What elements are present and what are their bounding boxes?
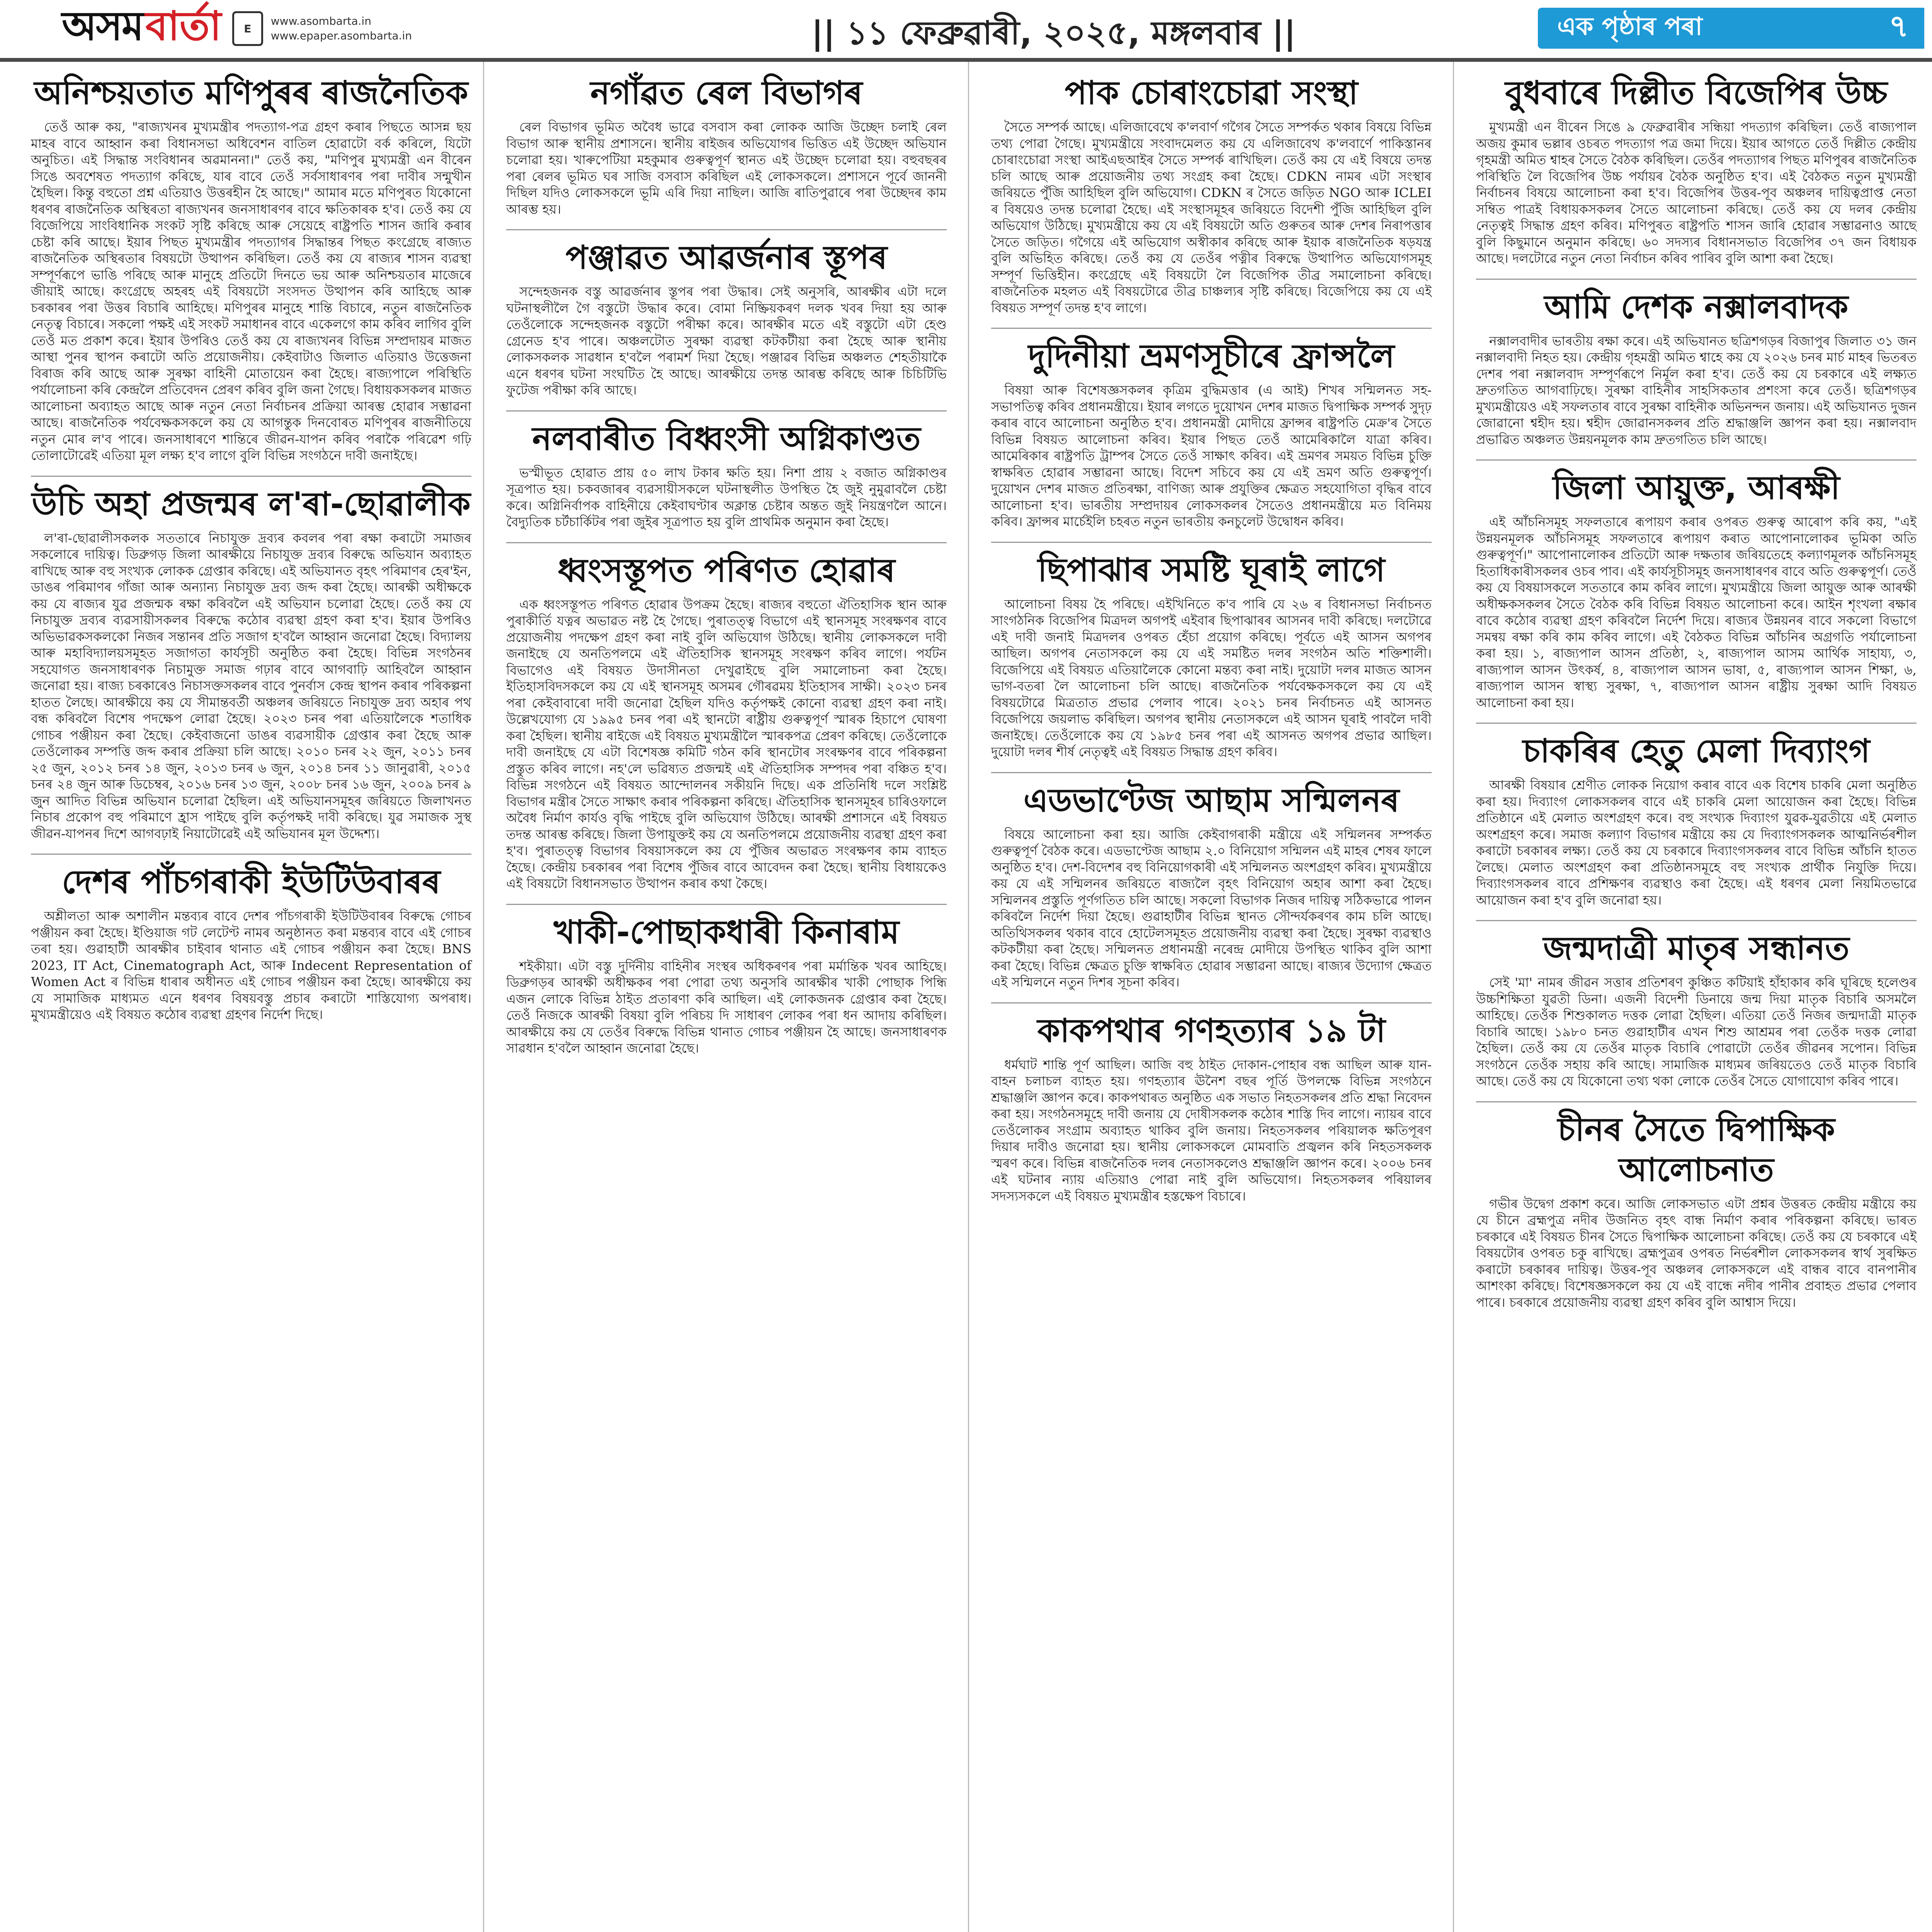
article	[31, 73, 471, 464]
article	[506, 237, 947, 399]
article-separator	[506, 229, 947, 230]
article-body: এক ধ্বংসস্তূপত পৰিণত হোৱাৰ উপক্ৰম হৈছে। ৰাজ্যৰ বহুতো ঐতিহাসিক স্থান আৰু পুৰাকীৰ্তি যত্নৰ অভাৱত নষ্ট হৈ গৈছে। পুৰাতত্ত্ব বিভাগে এই স্থানসমূহ সংৰক্ষণৰ বাবে প্ৰয়োজনীয় পদক্ষেপ গ্ৰহণ কৰা নাই বুলি অভিযোগ উঠিছে। স্থানীয় লোকসকলে দাবী জনাইছে যে অনতিপলমে এই ঐতিহাসিক স্থানসমূহ সংৰক্ষণ কৰিব লাগে। পৰ্যটন বিভাগেও এই বিষয়ত উদাসীনতা দেখুৱাইছে বুলি সমালোচনা কৰা হৈছে। ইতিহাসবিদসকলে কয় যে এই স্থানসমূহ অসমৰ গৌৰৱময় ইতিহাসৰ সাক্ষী। ২০২৩ চনৰ পৰা কেইবাবাৰো দাবী জনোৱা হৈছিল যদিও কৰ্তৃপক্ষই কোনো ব্যৱস্থা গ্ৰহণ কৰা নাই। উল্লেখযোগ্য যে ১৯৯৫ চনৰ পৰা এই স্থানটো ৰাষ্ট্ৰীয় গুৰুত্বপূৰ্ণ স্মাৰক হিচাপে ঘোষণা কৰা হৈছিল। স্থানীয় ৰাইজে এই বিষয়ত মুখ্যমন্ত্ৰীলৈ স্মাৰকপত্ৰ প্ৰেৰণ কৰিছে। তেওঁলোকে দাবী জনাইছে যে এটা বিশেষজ্ঞ কমিটি গঠন কৰি স্থানটোৰ সংৰক্ষণৰ বাবে পৰিকল্পনা প্ৰস্তুত কৰিব লাগে। নহ'লে ভৱিষ্যত প্ৰজন্মই এই ঐতিহাসিক সম্পদৰ পৰা বঞ্চিত হ'ব। বিভিন্ন সংগঠনে এই বিষয়ত আন্দোলনৰ সকীয়নি দিছে। এক প্ৰতিনিধি দলে সংশ্লিষ্ট বিভাগৰ মন্ত্ৰীৰ সৈতে সাক্ষাৎ কৰাৰ পৰিকল্পনা কৰিছে। ঐতিহাসিক স্থানসমূহৰ চাৰিওফালে অবৈধ নিৰ্মাণ কাৰ্যও বৃদ্ধি পাইছে বুলি অভিযোগ উঠিছে। আৰক্ষী প্ৰশাসনে এই বিষয়ত তদন্ত আৰম্ভ কৰিছে। জিলা উপায়ুক্তই কয় যে অনতিপলমে প্ৰয়োজনীয় ব্যৱস্থা গ্ৰহণ কৰা হ'ব। পুৰাতত্ত্ব বিভাগৰ বিষয়াসকলে কয় যে পুঁজিৰ অভাৱত সংৰক্ষণৰ কাম ব্যাহত হৈছে। কেন্দ্ৰীয় চৰকাৰৰ পৰা বিশেষ পুঁজিৰ বাবে আবেদন কৰা হৈছে। স্থানীয় বিধায়কেও এই বিষয়টো বিধানসভাত উত্থাপন কৰাৰ কথা কৈছে।	[506, 597, 947, 891]
article-separator	[506, 904, 947, 905]
article-separator	[31, 476, 471, 477]
article-headline[interactable]: দুদিনীয়া ভ্ৰমণসূচীৰে ফ্ৰান্সলৈ	[1028, 337, 1395, 375]
article-body: বিষয়ে আলোচনা কৰা হয়। আজি কেইবাগৰাকী মন্ত্ৰীয়ে এই সন্মিলনৰ সম্পৰ্কত গুৰুত্বপূৰ্ণ বৈঠক কৰে। এডভাণ্টেজ আছাম ২.০ বিনিয়োগ সন্মিলন এই মাহৰ শেষৰ ফালে অনুষ্ঠিত হ'ব। দেশ-বিদেশৰ বহু বিনিয়োগকাৰী এই সন্মিলনত অংশগ্ৰহণ কৰিব। মুখ্যমন্ত্ৰীয়ে কয় যে এই সন্মিলনৰ জৰিয়তে ৰাজ্যলৈ বৃহৎ বিনিয়োগ অহাৰ আশা কৰা হৈছে। সন্মিলনৰ প্ৰস্তুতি পূৰ্ণগতিত চলি আছে। সকলো বিভাগক নিজৰ দায়িত্ব সঠিকভাৱে পালন কৰিবলৈ নিৰ্দেশ দিয়া হৈছে। গুৱাহাটীৰ বিভিন্ন স্থানত সৌন্দৰ্যকৰণৰ কাম চলি আছে। অতিথিসকলৰ থকাৰ বাবে হোটেলসমূহত প্ৰয়োজনীয় ব্যৱস্থা কৰা হৈছে। সুৰক্ষা ব্যৱস্থাও কটকটীয়া কৰা হৈছে। সন্মিলনত প্ৰধানমন্ত্ৰী নৰেন্দ্ৰ মোদীয়ে উপস্থিত থাকিব বুলি আশা কৰা হৈছে। বিভিন্ন ক্ষেত্ৰত চুক্তি স্বাক্ষৰিত হোৱাৰ সম্ভাৱনা আছে। ৰাজ্যৰ উদ্যোগ ক্ষেত্ৰত এই সন্মিলনে নতুন দিশৰ সূচনা কৰিব।	[991, 827, 1432, 990]
article-body: সৈতে সম্পৰ্ক আছে। এলিজাবেথে ক'লবাৰ্ণ গগৈৰ সৈতে সম্পৰ্কত থকাৰ বিষয়ে বিভিন্ন তথ্য পোৱা গৈছে। মুখ্যমন্ত্ৰীয়ে সংবাদমেলত কয় যে এলিজাবেথ ক'লবাৰ্ণে পাকিস্তানৰ চোৰাংচোৱা সংস্থা আইএছআইৰ সৈতে সম্পৰ্ক ৰাখিছিল। তেওঁ কয় যে এই বিষয়ে তদন্ত চলি আছে আৰু প্ৰয়োজনীয় তথ্য সংগ্ৰহ কৰা হৈছে। CDKN নামৰ এটা সংস্থাৰ জৰিয়তে পুঁজি আহিছিল বুলি অভিযোগ। CDKN ৰ সৈতে জড়িত NGO আৰু ICLEI ৰ বিষয়েও তদন্ত চলোৱা হৈছে। এই সংস্থাসমূহৰ জৰিয়তে বিদেশী পুঁজি আহিছিল বুলি অভিযোগ উঠিছে। মুখ্যমন্ত্ৰীয়ে কয় যে এই বিষয়টো অতি গুৰুতৰ আৰু দেশৰ নিৰাপত্তাৰ সৈতে জড়িত। গগৈয়ে এই অভিযোগ অস্বীকাৰ কৰিছে আৰু ইয়াক ৰাজনৈতিক ষড়যন্ত্ৰ বুলি অভিহিত কৰিছে। তেওঁ কয় যে তেওঁৰ পত্নীৰ বিৰুদ্ধে উত্থাপিত অভিযোগসমূহ সম্পূৰ্ণ ভিত্তিহীন। কংগ্ৰেছে এই বিষয়টো লৈ বিজেপিক তীব্ৰ সমালোচনা কৰিছে। ৰাজনৈতিক মহলত এই বিষয়টোৱে তীব্ৰ চাঞ্চল্যৰ সৃষ্টি কৰিছে। বিজেপিয়ে কয় যে এই বিষয়ত সম্পূৰ্ণ তদন্ত হ'ব লাগে।	[991, 119, 1432, 315]
article-body: ৰেল বিভাগৰ ভূমিত অবৈধ ভাৱে বসবাস কৰা লোকক আজি উচ্ছেদ চলাই ৰেল বিভাগ আৰু স্থানীয় প্ৰশাসনে। স্থানীয় ৰাইজৰ অভিযোগৰ ভিত্তিত এই উচ্ছেদ অভিযান চলোৱা হয়। খাৰুপেটিয়া মহকুমাৰ গুৰুত্বপূৰ্ণ স্থানত এই উচ্ছেদ চলোৱা হয়। বহুবছৰৰ পৰা ৰেলৰ ভূমিত ঘৰ সাজি বসবাস কৰিছিল এই লোকসকলে। প্ৰশাসনে পূৰ্বে জাননী দিছিল যদিও লোকসকলে ভূমি এৰি দিয়া নাছিল। আজি ৰাতিপুৱাৰে পৰা উচ্ছেদৰ কাম আৰম্ভ হয়।	[506, 119, 947, 217]
article-separator	[991, 542, 1432, 543]
column-divider	[483, 62, 484, 1932]
article-body: সেই 'মা' নামৰ জীৱন সত্তাৰ প্ৰতিশৰণ কুঞ্চিত কটিয়াই হাঁহাকাৰ কৰি ঘূৰিছে হলেণ্ডৰ উচ্চশিক্ষিতা যুৱতী ডিনা। এজনী বিদেশী ডিনায়ে জন্ম দিয়া মাতৃক বিচাৰি অসমলৈ আহিছে। তেওঁক শিশুকালত দত্তক লোৱা হৈছিল। এতিয়া তেওঁ নিজৰ জন্মদাত্ৰী মাতৃক বিচাৰি আছে। ১৯৮০ চনত গুৱাহাটীৰ এখন শিশু আশ্ৰমৰ পৰা তেওঁক দত্তক লোৱা হৈছিল। তেওঁ কয় যে তেওঁৰ মাতৃক বিচাৰি পোৱাটো তেওঁৰ জীৱনৰ সপোন। বিভিন্ন সংগঠনে তেওঁক সহায় কৰি আছে। সামাজিক মাধ্যমৰ জৰিয়তেও তেওঁ মাতৃক বিচাৰি আছে। তেওঁ কয় যে যিকোনো তথ্য থকা লোকে তেওঁৰ সৈতে যোগাযোগ কৰিব পাৰে।	[1476, 975, 1917, 1088]
epaper-icon: E	[232, 11, 263, 46]
article-headline[interactable]: নলবাৰীত বিধ্বংসী অগ্নিকাণ্ডত	[532, 419, 921, 457]
article-headline[interactable]: দেশৰ পাঁচগৰাকী ইউটিউবাৰৰ	[62, 863, 440, 901]
article	[991, 336, 1432, 530]
article-headline[interactable]: চীনৰ সৈতে দ্বিপাক্ষিক আলোচনাত	[1558, 1110, 1835, 1189]
article-headline[interactable]: উচি অহা প্ৰজন্মৰ ল'ৰা-ছোৱালীক	[32, 485, 471, 523]
article-headline[interactable]: চাকৰিৰ হেতু মেলা দিব্যাংগ	[1522, 732, 1870, 770]
article	[506, 550, 947, 892]
article	[31, 484, 471, 842]
article-body: ল'ৰা-ছোৱালীসকলক সততাৰে নিচাযুক্ত দ্ৰব্যৰ কবলৰ পৰা ৰক্ষা কৰাটো সমাজৰ সকলোৰে দায়িত্ব। ডিব্ৰুগড় জিলা আৰক্ষীয়ে নিচাযুক্ত দ্ৰব্যৰ বিৰুদ্ধে অভিযান অব্যাহত ৰাখিছে আৰু বহু সংখ্যক লোকক গ্ৰেপ্তাৰ কৰিছে। এই অভিযানত বৃহৎ পৰিমাণৰ হেৰ'ইন, ডাঙৰ পৰিমাণৰ গাঁজা আৰু অন্যান্য নিচাযুক্ত দ্ৰব্য জব্দ কৰা হৈছে। আৰক্ষী অধীক্ষকে কয় যে ৰাজ্যৰ যুৱ প্ৰজন্মক ৰক্ষা কৰিবলৈ এই অভিযান চলোৱা হৈছে। তেওঁ কয় যে নিচাযুক্ত দ্ৰব্যৰ ব্যৱসায়ীসকলৰ বিৰুদ্ধে কঠোৰ ব্যৱস্থা গ্ৰহণ কৰা হ'ব। ইয়াৰ উপৰিও অভিভাৱকসকলকো নিজৰ সন্তানৰ প্ৰতি সজাগ হ'বলৈ আহ্বান জনোৱা হৈছে। বিদ্যালয় আৰু মহাবিদ্যালয়সমূহত সজাগতা কাৰ্যসূচী অনুষ্ঠিত কৰা হৈছে। বিভিন্ন সংগঠনৰ সহযোগত জনসাধাৰণক নিচামুক্ত সমাজ গঢ়াৰ বাবে আগবাঢ়ি আহিবলৈ আহ্বান জনোৱা হয়। ৰাজ্য চৰকাৰেও নিচাসক্তসকলৰ বাবে পুনৰ্বাস কেন্দ্ৰ স্থাপন কৰাৰ পৰিকল্পনা হাতত লৈছে। আৰক্ষীয়ে কয় যে সীমান্তবৰ্তী অঞ্চলৰ জৰিয়তে নিচাযুক্ত দ্ৰব্য অহাৰ পথ বন্ধ কৰিবলৈ বিশেষ পদক্ষেপ লোৱা হৈছে। ২০২৩ চনৰ পৰা এতিয়ালৈকে শতাধিক গোচৰ পঞ্জীয়ন কৰা হৈছে। কেইবাজনো ডাঙৰ ব্যৱসায়ীক গ্ৰেপ্তাৰ কৰা হৈছে আৰু তেওঁলোকৰ সম্পত্তি জব্দ কৰাৰ প্ৰক্ৰিয়া চলি আছে। ২০১০ চনৰ ২২ জুন, ২০১১ চনৰ ২৫ জুন, ২০১২ চনৰ ১৪ জুন, ২০১৩ চনৰ ৬ জুন, ২০১৪ চনৰ ১১ জানুৱাৰী, ২০১৫ চনৰ ২৪ জুন আৰু ডিচেম্বৰ, ২০১৬ চনৰ ১৩ জুন, ২০০৮ চনৰ ১৬ জুন, ২০০৯ চনৰ ৯ জুন আদিত বিভিন্ন অভিযান চলোৱা হৈছিল। এই অভিযানসমূহৰ জৰিয়তে জিলাখনত নিচাৰ প্ৰকোপ বহু পৰিমাণে হ্ৰাস পাইছে বুলি কৰ্তৃপক্ষই দাবী কৰিছে। যুৱ সমাজক সুস্থ জীৱন-যাপনৰ দিশে আগবঢ়াই নিয়াটোৱেই এই অভিযানৰ মূল উদ্দেশ্য।	[31, 530, 471, 841]
article-body: অশ্লীলতা আৰু অশালীন মন্তব্যৰ বাবে দেশৰ পাঁচগৰাকী ইউটিউবাৰৰ বিৰুদ্ধে গোচৰ পঞ্জীয়ন কৰা হৈছে। ইণ্ডিয়াজ গট লেটেণ্ট নামৰ অনুষ্ঠানত কৰা মন্তব্যৰ বাবে এই গোচৰ তৰা হয়। গুৱাহাটী আৰক্ষীৰ চাইবাৰ থানাত এই গোচৰ পঞ্জীয়ন কৰা হৈছে। BNS 2023, IT Act, Cinematograph Act, আৰু Indecent Representation of Women Act ৰ বিভিন্ন ধাৰাৰ অধীনত এই গোচৰ পঞ্জীয়ন কৰা হৈছে। আৰক্ষীয়ে কয় যে সামাজিক মাধ্যমত এনে ধৰণৰ বিষয়বস্তু প্ৰচাৰ কৰাটো শাস্তিযোগ্য অপৰাধ। মুখ্যমন্ত্ৰীয়েও এই বিষয়ত কঠোৰ ব্যৱস্থা গ্ৰহণৰ নিৰ্দেশ দিছে।	[31, 908, 471, 1022]
article	[506, 73, 947, 218]
article-separator	[1476, 279, 1917, 280]
page-tag-label: এক পৃষ্ঠাৰ পৰা	[1557, 12, 1702, 41]
article	[991, 550, 1432, 760]
website-links	[271, 14, 412, 43]
article-headline[interactable]: নগাঁৱত ৰেল বিভাগৰ	[590, 74, 863, 112]
page-tag	[1538, 8, 1924, 49]
article-headline[interactable]: পাক চোৰাংচোৱা সংস্থা	[1065, 74, 1358, 112]
article-separator	[31, 854, 471, 855]
article	[31, 862, 471, 1023]
article	[991, 73, 1432, 316]
article-headline[interactable]: কাকপথাৰ গণহত্যাৰ ১৯ টা	[1037, 1011, 1386, 1049]
website-link[interactable]: www.asombarta.in	[270, 15, 371, 27]
article	[1476, 73, 1917, 267]
column-4	[1476, 66, 1917, 1322]
logo-text: অসম	[62, 2, 143, 49]
article	[506, 912, 947, 1057]
article	[991, 1010, 1432, 1205]
article-headline[interactable]: ধ্বংসস্তূপত পৰিণত হোৱাৰ	[558, 551, 895, 589]
article	[1476, 468, 1917, 711]
article-body: সন্দেহজনক বস্তু আৱৰ্জনাৰ স্তূপৰ পৰা উদ্ধাৰ। সেই অনুসৰি, আৰক্ষীৰ এটা দলে ঘটনাস্থলীলৈ গৈ বস্তুটো উদ্ধাৰ কৰে। বোমা নিষ্ক্ৰিয়কৰণ দলক খবৰ দিয়া হয় আৰু তেওঁলোকে সন্দেহজনক বস্তুটো পৰীক্ষা কৰে। আৰক্ষীৰ মতে এই বস্তুটো এটা হেণ্ড গ্ৰেনেড হ'ব পাৰে। অঞ্চলটোত সুৰক্ষা ব্যৱস্থা কটকটীয়া কৰা হৈছে আৰু স্থানীয় লোকসকলক সাৱধান হ'বলৈ পৰামৰ্শ দিয়া হৈছে। পঞ্জাৱৰ বিভিন্ন অঞ্চলত শেহতীয়াকৈ এনে ধৰণৰ ঘটনা সংঘটিত হৈ আছে। আৰক্ষীয়ে তদন্ত আৰম্ভ কৰিছে আৰু চিচিটিভি ফুটেজ পৰীক্ষা কৰি আছে।	[506, 284, 947, 398]
article-body: ধৰ্মঘাট শান্তি পূৰ্ণ আছিল। আজি বহু ঠাইত দোকান-পোহাৰ বন্ধ আছিল আৰু যান-বাহন চলাচল ব্যাহত হয়। গণহত্যাৰ ঊনৈশ বছৰ পূৰ্তি উপলক্ষে বিভিন্ন সংগঠনে শ্ৰদ্ধাঞ্জলি জ্ঞাপন কৰে। কাকপথাৰত অনুষ্ঠিত এক সভাত নিহতসকলৰ প্ৰতি শ্ৰদ্ধা নিবেদন কৰা হয়। সংগঠনসমূহে দাবী জনায় যে দোষীসকলক কঠোৰ শাস্তি দিব লাগে। ন্যায়ৰ বাবে তেওঁলোকৰ সংগ্ৰাম অব্যাহত থাকিব বুলি জনায়। নিহতসকলৰ পৰিয়ালক ক্ষতিপূৰণ দিয়াৰ দাবীও জনোৱা হয়। স্থানীয় লোকসকলে মোমবাতি প্ৰজ্বলন কৰি নিহতসকলক স্মৰণ কৰে। বিভিন্ন ৰাজনৈতিক দলৰ নেতাসকলেও শ্ৰদ্ধাঞ্জলি জ্ঞাপন কৰে। ২০০৬ চনৰ এই ঘটনাৰ ন্যায় এতিয়াও পোৱা নাই বুলি অভিযোগ। নিহতসকলৰ পৰিয়ালৰ সদস্যসকলে এই বিষয়ত মুখ্যমন্ত্ৰীৰ হস্তক্ষেপ বিচাৰে।	[991, 1057, 1432, 1204]
article	[1476, 1109, 1917, 1311]
article-body: বিষয়া আৰু বিশেষজ্ঞসকলৰ কৃত্ৰিম বুদ্ধিমত্তাৰ (এ আই) শিখৰ সন্মিলনত সহ-সভাপতিত্ব কৰিব প্ৰধানমন্ত্ৰীয়ে। ইয়াৰ লগতে দুয়োখন দেশৰ মাজত দ্বিপাক্ষিক সম্পৰ্ক সুদৃঢ় কৰাৰ বাবে আলোচনা অনুষ্ঠিত হ'ব। প্ৰধানমন্ত্ৰী মোদীয়ে ফ্ৰান্সৰ ৰাষ্ট্ৰপতি মেক্ৰ'ৰ সৈতে বিভিন্ন বিষয়ত আলোচনা কৰিব। ইয়াৰ পিছত তেওঁ আমেৰিকালৈ যাত্ৰা কৰিব। আমেৰিকাৰ ৰাষ্ট্ৰপতি ট্ৰাম্পৰ সৈতে তেওঁ সাক্ষাৎ কৰিব। এই ভ্ৰমণৰ সময়ত বিভিন্ন চুক্তি স্বাক্ষৰিত হোৱাৰ সম্ভাৱনা আছে। বিদেশ সচিবে কয় যে এই ভ্ৰমণ অতি গুৰুত্বপূৰ্ণ। দুয়োখন দেশৰ মাজত প্ৰতিৰক্ষা, বাণিজ্য আৰু প্ৰযুক্তিৰ ক্ষেত্ৰত সহযোগিতা বৃদ্ধিৰ বাবে আলোচনা হ'ব। ভাৰতীয় সম্প্ৰদায়ৰ লোকসকলৰ সৈতেও প্ৰধানমন্ত্ৰীয়ে মত বিনিময় কৰিব। ফ্ৰান্সৰ মাৰ্চেইলি চহৰত নতুন ভাৰতীয় কনচুলেট উদ্বোধন কৰিব।	[991, 383, 1432, 529]
epaper-link[interactable]: www.epaper.asombarta.in	[270, 29, 412, 42]
article-headline[interactable]: এডভাণ্টেজ আছাম সন্মিলনৰ	[1023, 781, 1400, 819]
column-1	[31, 66, 471, 1035]
article-separator	[991, 772, 1432, 773]
article-headline[interactable]: বুধবাৰে দিল্লীত বিজেপিৰ উচ্চ	[1505, 74, 1888, 112]
column-2	[506, 66, 947, 1068]
newspaper-logo[interactable]	[62, 2, 412, 52]
article-body: গভীৰ উদ্বেগ প্ৰকাশ কৰে। আজি লোকসভাত এটা প্ৰশ্নৰ উত্তৰত কেন্দ্ৰীয় মন্ত্ৰীয়ে কয় যে চীনে ব্ৰহ্মপুত্ৰ নদীৰ উজনিত বৃহৎ বান্ধ নিৰ্মাণ কৰাৰ পৰিকল্পনা কৰিছে। ভাৰত চৰকাৰে এই বিষয়ত চীনৰ সৈতে দ্বিপাক্ষিক আলোচনা কৰিছে। তেওঁ কয় যে চৰকাৰে এই বিষয়টোৰ ওপৰত চকু ৰাখিছে। ব্ৰহ্মপুত্ৰৰ ওপৰত নিৰ্ভৰশীল লোকসকলৰ স্বাৰ্থ সুৰক্ষিত কৰাটো চৰকাৰৰ দায়িত্ব। উত্তৰ-পূব অঞ্চলৰ লোকসকলে এই বান্ধৰ বাবে বানপানীৰ আশংকা কৰিছে। বিশেষজ্ঞসকলে কয় যে এই বান্ধে নদীৰ পানীৰ প্ৰবাহত প্ৰভাৱ পেলাব পাৰে। চৰকাৰে প্ৰয়োজনীয় ব্যৱস্থা গ্ৰহণ কৰিব বুলি আশ্বাস দিয়ে।	[1476, 1196, 1917, 1310]
page-number: ৭	[1888, 8, 1909, 44]
article-separator	[1476, 723, 1917, 724]
article-separator	[1476, 1101, 1917, 1102]
article-separator	[1476, 459, 1917, 461]
article-separator	[1476, 920, 1917, 921]
article-headline[interactable]: খাকী-পোছাকধাৰী কিনাৰাম	[553, 913, 900, 951]
article-separator	[991, 1002, 1432, 1003]
column-divider	[1453, 62, 1454, 1932]
article	[1476, 731, 1917, 908]
article-body: শইকীয়া। এটা বস্তু দুৰ্দিনীয় বাহিনীৰ সংস্থৰ অধিকৰণৰ পৰা মৰ্মান্তিক খবৰ আহিছে। ডিব্ৰুগড়ৰ আৰক্ষী অধীক্ষকৰ পৰা পোৱা তথ্য অনুসৰি আৰক্ষীৰ খাকী পোছাক পিন্ধি এজন লোকে বিভিন্ন ঠাইত প্ৰতাৰণা কৰি আছিল। এই লোকজনক গ্ৰেপ্তাৰ কৰা হৈছে। তেওঁ নিজকে আৰক্ষী বিষয়া বুলি পৰিচয় দি সাধাৰণ লোকৰ পৰা ধন আদায় কৰিছিল। আৰক্ষীয়ে কয় যে তেওঁৰ বিৰুদ্ধে বিভিন্ন থানাত গোচৰ পঞ্জীয়ন হৈ আছে। জনসাধাৰণক সাৱধান হ'বলৈ আহ্বান জনোৱা হৈছে।	[506, 958, 947, 1056]
article-headline[interactable]: জন্মদাত্ৰী মাতৃৰ সন্ধানত	[1543, 929, 1850, 967]
article-separator	[506, 542, 947, 543]
column-3	[991, 66, 1432, 1216]
article-headline[interactable]: ছিপাঝাৰ সমষ্টি ঘূৰাই লাগে	[1037, 551, 1385, 589]
logo-accent-text: বাৰ্তা	[145, 2, 221, 49]
article-headline[interactable]: অনিশ্চয়তাত মণিপুৰৰ ৰাজনৈতিক	[34, 74, 468, 112]
article-body: নক্সালবাদীৰ ভাৰতীয় ৰক্ষা কৰে। এই অভিযানত ছত্ৰিশগড়ৰ বিজাপুৰ জিলাত ৩১ জন নক্সালবাদী নিহত হয়। কেন্দ্ৰীয় গৃহমন্ত্ৰী অমিত শ্বাহে কয় যে ২০২৬ চনৰ মাৰ্চ মাহৰ ভিতৰত দেশৰ পৰা নক্সালবাদ সম্পূৰ্ণৰূপে নিৰ্মূল কৰা হ'ব। তেওঁ কয় যে চৰকাৰে এই লক্ষ্যত দ্ৰুতগতিত আগবাঢ়িছে। সুৰক্ষা বাহিনীৰ সাহসিকতাৰ প্ৰশংসা কৰে তেওঁ। ছত্ৰিশগড়ৰ মুখ্যমন্ত্ৰীয়েও এই সফলতাৰ বাবে সুৰক্ষা বাহিনীক অভিনন্দন জনায়। এই অভিযানত দুজন জোৱানো শ্বহীদ হয়। শ্বহীদ জোৱানসকলৰ প্ৰতি শ্ৰদ্ধাঞ্জলি জ্ঞাপন কৰা হয়। নক্সালবাদ প্ৰভাৱিত অঞ্চলত উন্নয়নমূলক কাম দ্ৰুতগতিত চলি আছে।	[1476, 333, 1917, 447]
article-body: আৰক্ষী বিষয়াৰ শ্ৰেণীত লোকক নিয়োগ কৰাৰ বাবে এক বিশেষ চাকৰি মেলা অনুষ্ঠিত কৰা হয়। দিব্যাংগ লোকসকলৰ বাবে এই চাকৰি মেলা আয়োজন কৰা হৈছে। বিভিন্ন প্ৰতিষ্ঠানে এই মেলাত অংশগ্ৰহণ কৰে। বহু সংখ্যক দিব্যাংগ যুৱক-যুৱতীয়ে এই মেলাত অংশগ্ৰহণ কৰে। সমাজ কল্যাণ বিভাগৰ মন্ত্ৰীয়ে কয় যে দিব্যাংগসকলক আত্মনিৰ্ভৰশীল কৰাটো চৰকাৰৰ লক্ষ্য। তেওঁ কয় যে চৰকাৰে দিব্যাংগসকলৰ বাবে বিভিন্ন আঁচনি হাতত লৈছে। মেলাত অংশগ্ৰহণ কৰা প্ৰতিষ্ঠানসমূহে বহু সংখ্যক প্ৰাৰ্থীক নিযুক্তি দিয়ে। দিব্যাংগসকলৰ বাবে প্ৰশিক্ষণৰ ব্যৱস্থাও কৰা হৈছে। এই ধৰণৰ মেলা নিয়মিতভাৱে আয়োজন কৰা হ'ব বুলি জনোৱা হয়।	[1476, 777, 1917, 908]
article-body: ভস্মীভূত হোৱাত প্ৰায় ৫০ লাখ টকাৰ ক্ষতি হয়। নিশা প্ৰায় ২ বজাত অগ্নিকাণ্ডৰ সূত্ৰপাত হয়। চকবজাৰৰ ব্যৱসায়ীসকলে ঘটনাস্থলীত উপস্থিত হৈ জুই নুমুৱাবলৈ চেষ্টা কৰে। অগ্নিনিৰ্বাপক বাহিনীয়ে কেইবাঘণ্টাৰ অক্লান্ত চেষ্টাৰ অন্তত জুই নিয়ন্ত্ৰণলৈ আনে। বৈদ্যুতিক চৰ্টচাৰ্কিটৰ পৰা জুইৰ সূত্ৰপাত হয় বুলি প্ৰাথমিক অনুমান কৰা হৈছে।	[506, 465, 947, 529]
article-headline[interactable]: আমি দেশক নক্সালবাদক	[1544, 287, 1849, 326]
article	[506, 418, 947, 531]
article-separator	[991, 328, 1432, 329]
article-body: এই আঁচনিসমূহ সফলতাৰে ৰূপায়ণ কৰাৰ ওপৰত গুৰুত্ব আৰোপ কৰি কয়, "এই উন্নয়নমূলক আঁচনিসমূহ সফলতাৰে ৰূপায়ণ কৰাত আপোনালোকৰ ভূমিকা অতি গুৰুত্বপূৰ্ণ।" আপোনালোকৰ প্ৰতিটো আৰু দক্ষতাৰ জৰিয়তেহে কল্যাণমূলক আঁচনিসমূহ হিতাধিকাৰীসকলৰ ওচৰ পাব। এই কাৰ্যসূচীসমূহ জনসাধাৰণৰ বাবে অতি গুৰুত্বপূৰ্ণ। তেওঁ কয় যে বিষয়াসকলে সততাৰে কাম কৰিব লাগে। মুখ্যমন্ত্ৰীয়ে জিলা আয়ুক্ত আৰু আৰক্ষী অধীক্ষকসকলৰ সৈতে বৈঠক কৰি বিভিন্ন বিষয়ত আলোচনা কৰে। আইন শৃংখলা ৰক্ষাৰ বাবে কঠোৰ ব্যৱস্থা গ্ৰহণ কৰিবলৈ নিৰ্দেশ দিয়ে। ৰাজ্যৰ উন্নয়নৰ বাবে সকলো বিভাগে সমন্বয় ৰক্ষা কৰি কাম কৰিব লাগে। এই বৈঠকত বিভিন্ন আঁচনিৰ অগ্ৰগতি পৰ্যালোচনা কৰা হয়। ১, ৰাজ্যপাল আসন প্ৰতিষ্ঠা, ২, ৰাজ্যপাল আসম আৰ্থিক সাহায্য, ৩, ৰাজ্যপাল আসন উৎকৰ্ষ, ৪, ৰাজ্যপাল আসন ভাষা, ৫, ৰাজ্যপাল আসন শিক্ষা, ৬, ৰাজ্যপাল আসন স্বাস্থ্য সুৰক্ষা, ৭, ৰাজ্যপাল আসন ৰাষ্ট্ৰীয় সুৰক্ষা আদি বিষয়ত আলোচনা কৰা হয়।	[1476, 514, 1917, 710]
column-divider	[968, 62, 969, 1932]
issue-date: || ১১ ফেব্ৰুৱাৰী, ২০২৫, মঙ্গলবাৰ ||	[811, 14, 1296, 52]
article-body: তেওঁ আৰু কয়, "ৰাজ্যখনৰ মুখ্যমন্ত্ৰীৰ পদত্যাগ-পত্ৰ গ্ৰহণ কৰাৰ পিছতে আসন্ন ছয় মাহৰ বাবে আহ্বান কৰা বিধানসভা অধিবেশন বাতিল হোৱাটো বৰ্ক কৰিলে, যিটো অনুচিত। এই সিদ্ধান্ত সংবিধানৰ অৱমাননা।" তেওঁ কয়, "মণিপুৰ মুখ্যমন্ত্ৰী এন বীৰেন সিঙে অবশেষত পদত্যাগ কৰিছে, যাৰ বাবে তেওঁ সৰ্বসাধাৰণৰ পৰা দাবীৰ সন্মুখীন হৈছিল। কিন্তু বহুতো প্ৰশ্ন এতিয়াও উত্তৰহীন হৈ আছে।" আমাৰ মতে মণিপুৰত যিকোনো ধৰণৰ ৰাজনৈতিক অস্থিৰতা ৰাজ্যখনৰ জনসাধাৰণৰ বাবে ক্ষতিকাৰক হ'ব। তেওঁ কয় যে বিজেপিয়ে সাংবিধানিক সংকট সৃষ্টি কৰিছে আৰু সেয়েহে ৰাষ্ট্ৰপতি শাসন জাৰি কৰাৰ চেষ্টা কৰি আছে। ইয়াৰ পিছত মুখ্যমন্ত্ৰীৰ পদত্যাগৰ সিদ্ধান্তৰ পিছত কংগ্ৰেছে ৰাজ্যত ৰাজনৈতিক অস্থিৰতাৰ বিষয়টো উত্থাপন কৰিছিল। তেওঁ কয় যে ৰাজ্যৰ শাসন ব্যৱস্থা সম্পূৰ্ণৰূপে ভাঙি পৰিছে আৰু মানুহে প্ৰতিটো দিনতে ভয় আৰু অনিশ্চয়তাৰ মাজেৰে জীয়াই আছে। কংগ্ৰেছে অহৰহ এই বিষয়টো সংসদত উত্থাপন কৰি আহিছে আৰু চৰকাৰৰ পৰা উত্তৰ বিচাৰি আহিছে। মণিপুৰৰ মানুহে শান্তি বিচাৰে, নতুন ৰাজনৈতিক নেতৃত্ব বিচাৰে। সকলো পক্ষই এই সংকট সমাধানৰ বাবে একেলগে কাম কৰিব লাগিব বুলি তেওঁ মত প্ৰকাশ কৰে। ইয়াৰ উপৰিও তেওঁ কয় যে ৰাজ্যখনৰ বিভিন্ন সম্প্ৰদায়ৰ মাজত আস্থা পুনৰ স্থাপন কৰাটো অতি প্ৰয়োজনীয়। কেইবাটাও জিলাত এতিয়াও উত্তেজনা বিৰাজ কৰি আছে আৰু সুৰক্ষা বাহিনী মোতায়েন কৰা হৈছে। ৰাজ্যপালে পৰিস্থিতি পৰ্যালোচনা কৰি কেন্দ্ৰলৈ প্ৰতিবেদন প্ৰেৰণ কৰিব বুলি জনা গৈছে। বিধায়কসকলৰ মাজত আলোচনা অব্যাহত আছে আৰু নতুন নেতা নিৰ্বাচনৰ প্ৰক্ৰিয়া আৰম্ভ হোৱাৰ সম্ভাৱনা আছে। ৰাজনৈতিক পৰ্যবেক্ষকসকলে কয় যে আগন্তুক দিনবোৰত মণিপুৰৰ ৰাজনীতিয়ে নতুন মোৰ ল'ব পাৰে। জনসাধাৰণে শান্তিৰে জীৱন-যাপন কৰিব পৰাকৈ পৰিৱেশ গঢ়ি তোলাটোৱেই এতিয়া মূল লক্ষ্য হ'ব লাগে বুলি বিভিন্ন সংগঠনে দাবী জনাইছে।	[31, 119, 471, 463]
article-separator	[506, 410, 947, 412]
masthead	[0, 0, 1932, 62]
article-headline[interactable]: পঞ্জাৱত আৱৰ্জনাৰ স্তূপৰ	[565, 238, 888, 276]
article	[1476, 928, 1917, 1090]
article	[991, 780, 1432, 991]
article	[1476, 287, 1917, 448]
article-body: মুখ্যমন্ত্ৰী এন বীৰেন সিঙে ৯ ফেব্ৰুৱাৰীৰ সন্ধিয়া পদত্যাগ কৰিছিল। তেওঁ ৰাজ্যপাল অজয় কুমাৰ ভল্লাৰ ওচৰত পদত্যাগ পত্ৰ জমা দিয়ে। ইয়াৰ আগতে তেওঁ দিল্লীত কেন্দ্ৰীয় গৃহমন্ত্ৰী অমিত শ্বাহৰ সৈতে বৈঠক কৰিছিল। তেওঁৰ পদত্যাগৰ পিছত মণিপুৰৰ ৰাজনৈতিক পৰিস্থিতি লৈ বিজেপিৰ উচ্চ পৰ্যায়ৰ বৈঠক অনুষ্ঠিত হ'ব। এই বৈঠকত নতুন মুখ্যমন্ত্ৰী নিৰ্বাচনৰ বিষয়ে আলোচনা কৰা হ'ব। বিজেপিৰ উত্তৰ-পূব অঞ্চলৰ দায়িত্বপ্ৰাপ্ত নেতা সম্বিত পাত্ৰই বিধায়কসকলৰ সৈতে আলোচনা কৰিছে। তেওঁ কয় যে দলৰ কেন্দ্ৰীয় নেতৃত্বই সিদ্ধান্ত গ্ৰহণ কৰিব। মণিপুৰত ৰাষ্ট্ৰপতি শাসন জাৰি হোৱাৰ সম্ভাৱনাও আছে বুলি কিছুমানে অনুমান কৰিছে। ৬০ সদস্যৰ বিধানসভাত বিজেপিৰ ৩৭ জন বিধায়ক আছে। দলটোৱে নতুন নেতা নিৰ্বাচন কৰিব পাৰিব বুলি আশা কৰা হৈছে।	[1476, 119, 1917, 266]
article-body: আলোচনা বিষয় হৈ পৰিছে। এইখিনিতে ক'ব পাৰি যে ২৬ ৰ বিধানসভা নিৰ্বাচনত সাংগঠনিক বিজেপিৰ মিত্ৰদল অগপই এইবাৰ ছিপাঝাৰৰ আসনৰ দাবী কৰিছে। দলটোৱে এই দাবী জনাই মিত্ৰদলৰ ওপৰত হেঁচা প্ৰয়োগ কৰিছে। পূৰ্বতে এই আসন অগপৰ আছিল। অগপৰ নেতাসকলে কয় যে এই সমষ্টিত দলৰ সংগঠন অতি শক্তিশালী। বিজেপিয়ে এই বিষয়ত এতিয়ালৈকে কোনো মন্তব্য কৰা নাই। দুয়োটা দলৰ মাজত আসন ভাগ-বতৰা লৈ আলোচনা চলি আছে। ৰাজনৈতিক পৰ্যবেক্ষকসকলে কয় যে এই বিষয়টোৱে মিত্ৰতাত প্ৰভাৱ পেলাব পাৰে। ২০২১ চনৰ নিৰ্বাচনত এই আসনত বিজেপিয়ে জয়লাভ কৰিছিল। অগপৰ স্থানীয় নেতাসকলে এই আসন ঘূৰাই পাবলৈ দাবী জনাইছে। তেওঁলোকে কয় যে ১৯৮৫ চনৰ পৰা এই আসনত অগপৰ প্ৰভাৱ আছিল। দুয়োটা দলৰ শীৰ্ষ নেতৃত্বই এই বিষয়ত সিদ্ধান্ত গ্ৰহণ কৰিব।	[991, 596, 1432, 759]
article-headline[interactable]: জিলা আয়ুক্ত, আৰক্ষী	[1553, 469, 1840, 507]
